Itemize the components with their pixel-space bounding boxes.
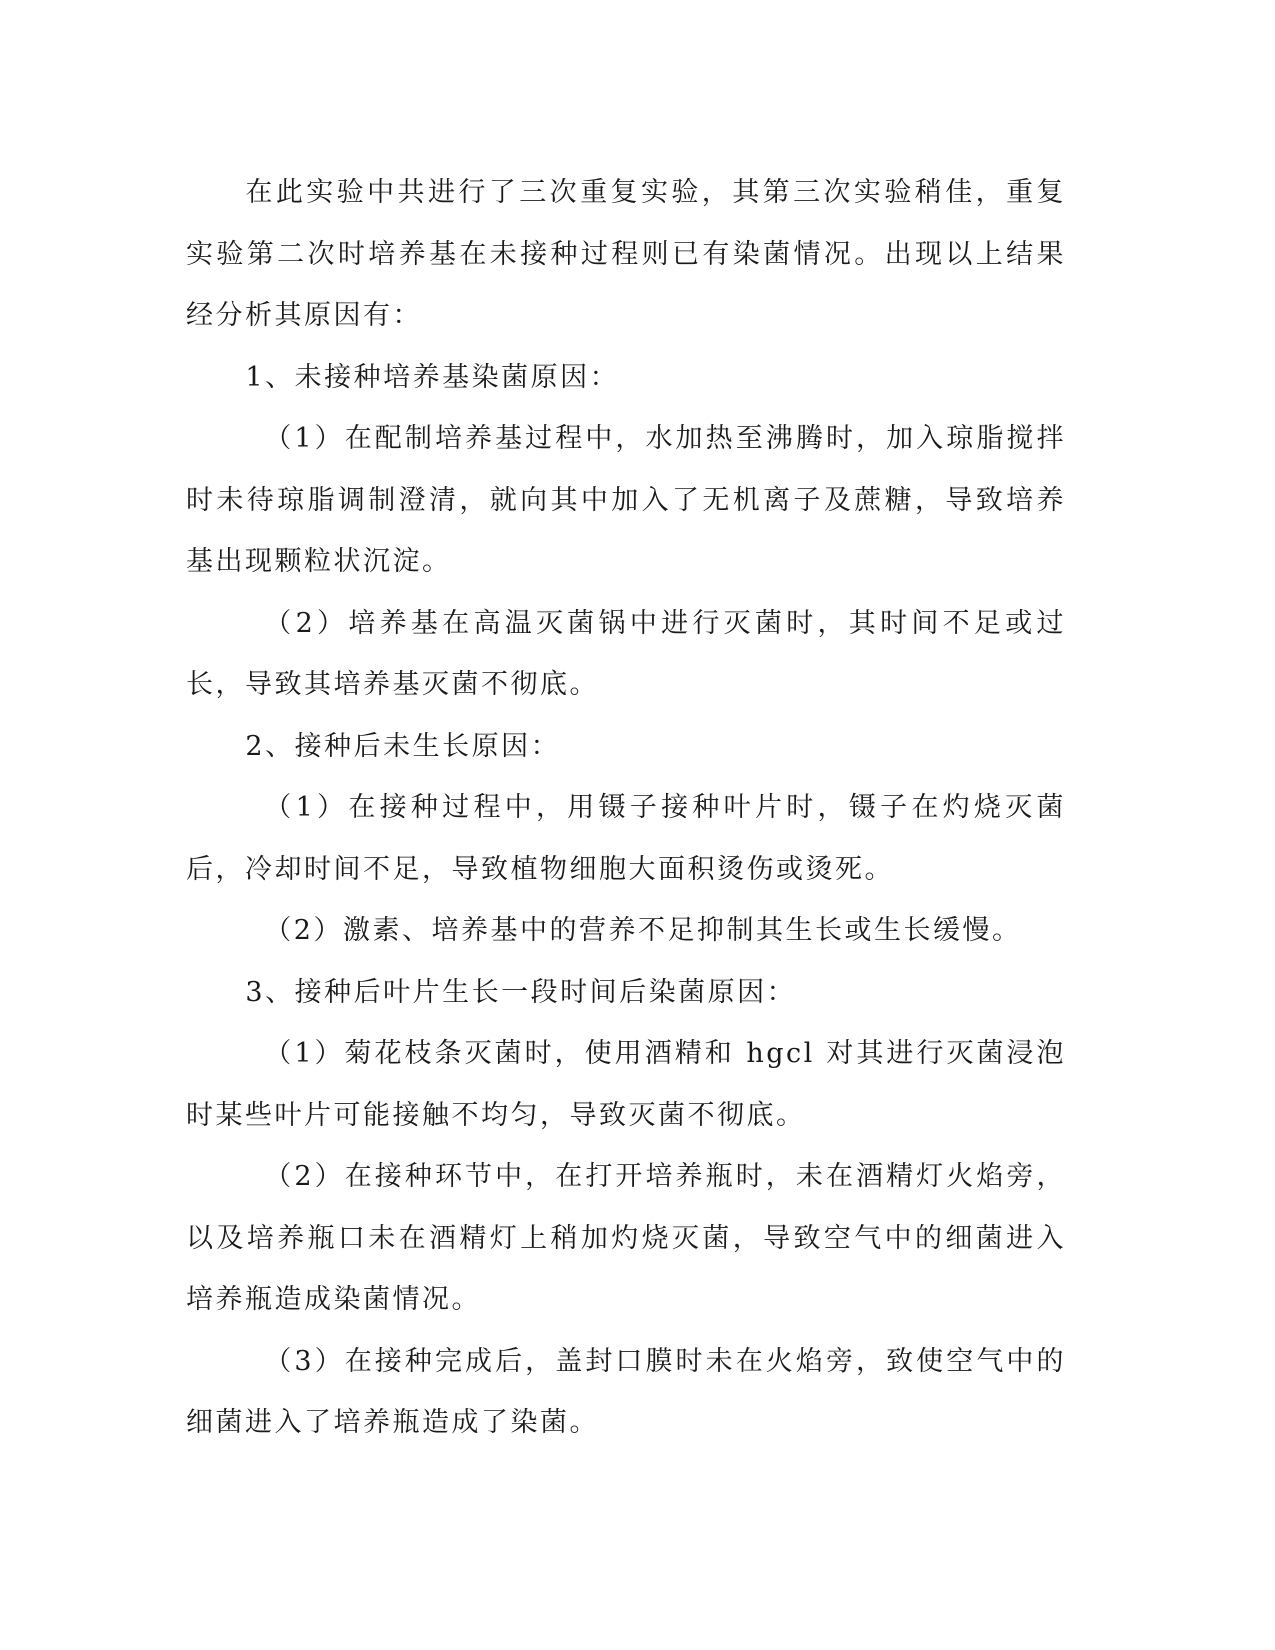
section-3-item-2: （2）在接种环节中，在打开培养瓶时，未在酒精灯火焰旁，以及培养瓶口未在酒精灯上稍加灼烧灭菌，导致空气中的细菌进入培养瓶造成染菌情况。 xyxy=(186,1161,1066,1315)
section-heading-1: 1、未接种培养基染菌原因： xyxy=(245,361,620,393)
section-2-item-2: （2）激素、培养基中的营养不足抑制其生长或生长缓慢。 xyxy=(264,915,1022,946)
section-1-item-1: （1）在配制培养基过程中，水加热至沸腾时，加入琼脂搅拌时未待琼脂调制澄清，就向其中加入了无机离子及蔗糖，导致培养基出现颗粒状沉淀。 xyxy=(186,423,1066,577)
section-1-item-2: （2）培养基在高温灭菌锅中进行灭菌时，其时间不足或过长，导致其培养基灭菌不彻底。 xyxy=(186,607,1066,700)
document-body xyxy=(186,162,1066,1454)
section-3-item-3: （3）在接种完成后，盖封口膜时未在火焰旁，致使空气中的细菌进入了培养瓶造成了染菌。 xyxy=(186,1345,1066,1438)
section-heading-3: 3、接种后叶片生长一段时间后染菌原因： xyxy=(245,976,797,1008)
section-heading-2: 2、接种后未生长原因： xyxy=(245,730,561,762)
intro-paragraph: 在此实验中共进行了三次重复实验，其第三次实验稍佳，重复实验第二次时培养基在未接种过程则已有染菌情况。出现以上结果经分析其原因有： xyxy=(186,177,1066,331)
section-2-item-1: （1）在接种过程中，用镊子接种叶片时，镊子在灼烧灭菌后，冷却时间不足，导致植物细胞大面积烫伤或烫死。 xyxy=(186,792,1066,885)
section-3-item-1: （1）菊花枝条灭菌时，使用酒精和 hgcl 对其进行灭菌浸泡时某些叶片可能接触不均匀，导致灭菌不彻底。 xyxy=(186,1038,1066,1131)
